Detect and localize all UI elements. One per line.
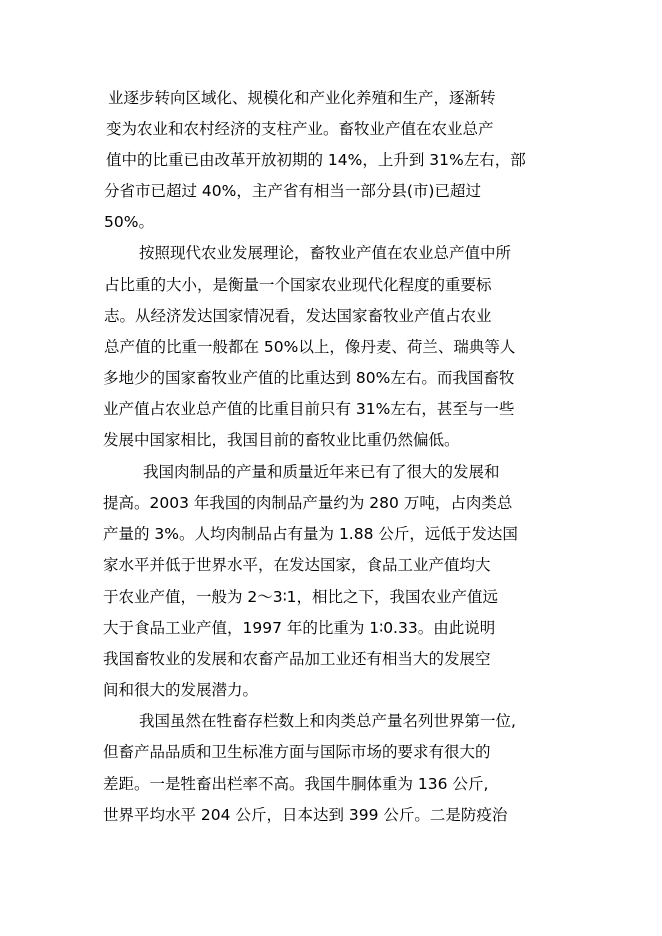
text-line: 按照现代农业发展理论，畜牧业产值在农业总产值中所 xyxy=(139,244,512,262)
text-line: 业产值占农业总产值的比重目前只有 31%左右，甚至与一些 xyxy=(103,400,515,418)
text-line: 我国畜牧业的发展和农畜产品加工业还有相当大的发展空 xyxy=(103,650,491,668)
text-line: 产量的 3%。人均肉制品占有量为 1.88 公斤，远低于发达国 xyxy=(103,525,518,543)
text-line: 但畜产品品质和卫生标准方面与国际市场的要求有很大的 xyxy=(103,743,491,761)
text-line: 差距。一是牲畜出栏率不高。我国牛胴体重为 136 公斤, xyxy=(103,775,489,793)
text-line: 世界平均水平 204 公斤，日本达到 399 公斤。二是防疫治 xyxy=(103,806,508,824)
text-line: 发展中国家相比，我国目前的畜牧业比重仍然偏低。 xyxy=(103,431,460,449)
text-line: 我国肉制品的产量和质量近年来已有了很大的发展和 xyxy=(143,463,500,481)
text-line: 大于食品工业产值，1997 年的比重为 1∶0.33。由此说明 xyxy=(103,619,496,637)
text-line: 提高。2003 年我国的肉制品产量约为 280 万吨，占肉类总 xyxy=(103,494,513,512)
text-line: 总产值的比重一般都在 50%以上，像丹麦、荷兰、瑞典等人 xyxy=(104,338,516,356)
text-line: 志。从经济发达国家情况看，发达国家畜牧业产值占农业 xyxy=(104,307,492,325)
text-line: 家水平并低于世界水平，在发达国家，食品工业产值均大 xyxy=(103,556,491,574)
text-line: 值中的比重已由改革开放初期的 14%，上升到 31%左右，部 xyxy=(106,151,526,169)
text-line: 多地少的国家畜牧业产值的比重达到 80%左右。而我国畜牧 xyxy=(103,369,515,387)
text-line: 间和很大的发展潜力。 xyxy=(103,681,259,699)
text-line: 业逐步转向区域化、规模化和产业化养殖和生产，逐渐转 xyxy=(108,89,496,107)
text-line: 分省市已超过 40%，主产省有相当一部分县(市)已超过 xyxy=(104,182,481,200)
text-line: 占比重的大小，是衡量一个国家农业现代化程度的重要标 xyxy=(104,276,492,294)
text-line: 50%。 xyxy=(104,213,154,231)
text-line: 我国虽然在牲畜存栏数上和肉类总产量名列世界第一位, xyxy=(139,712,516,730)
text-line: 于农业产值，一般为 2～3∶1，相比之下，我国农业产值远 xyxy=(103,588,499,606)
text-line: 变为农业和农村经济的支柱产业。畜牧业产值在农业总产 xyxy=(106,120,494,138)
